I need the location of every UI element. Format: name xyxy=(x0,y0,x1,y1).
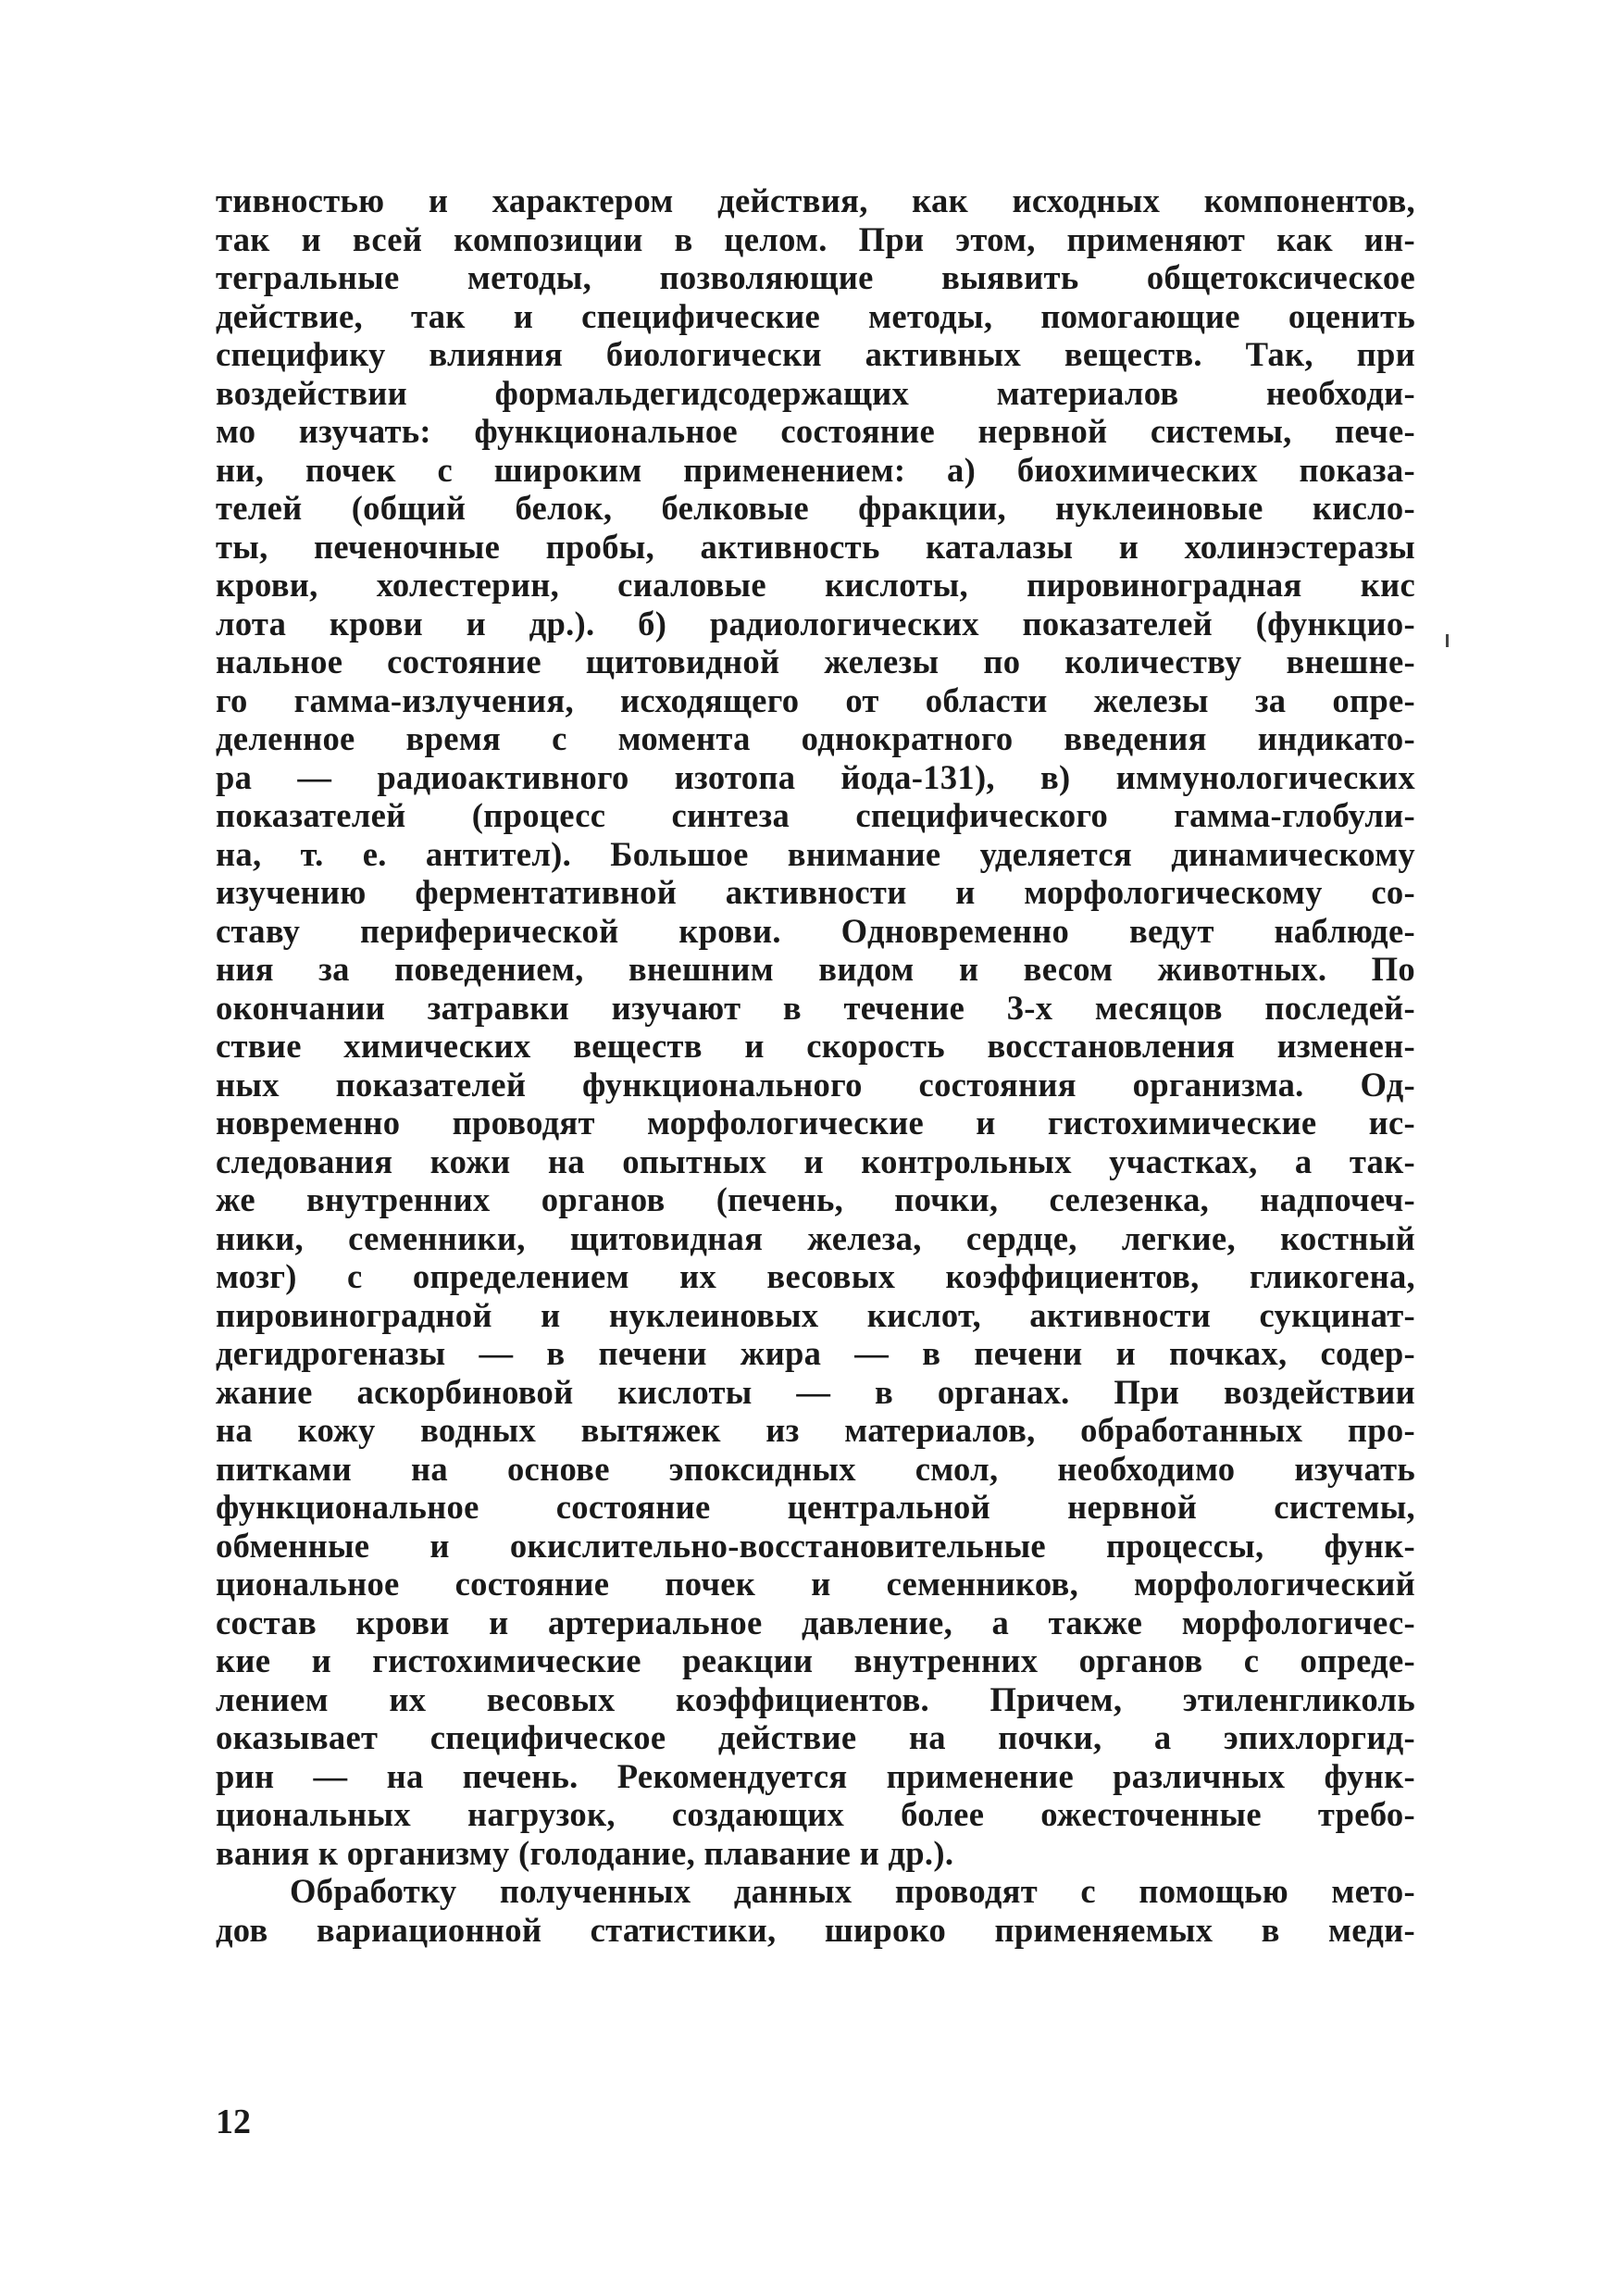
text-line: ствие химических веществ и скорость восстановления изменен- xyxy=(216,1027,1415,1065)
text-line: циональное состояние почек и семенников, морфологический xyxy=(216,1565,1415,1603)
text-line: окончании затравки изучают в течение 3-х месяцов последей- xyxy=(216,988,1415,1027)
text-line: на кожу водных вытяжек из материалов, обработанных про- xyxy=(216,1411,1415,1449)
text-line: же внутренних органов (печень, почки, селезенка, надпочеч- xyxy=(216,1180,1415,1218)
margin-mark xyxy=(1446,634,1449,647)
text-line: новременно проводят морфологические и гистохимические ис- xyxy=(216,1104,1415,1142)
text-line: ных показателей функционального состояния организма. Од- xyxy=(216,1065,1415,1104)
text-line: действие, так и специфические методы, помогающие оценить xyxy=(216,296,1415,335)
text-line: вания к организму (голодание, плавание и др.). xyxy=(216,1833,954,1872)
body-text xyxy=(216,181,1415,1949)
text-line: ники, семенники, щитовидная железа, сердце, легкие, костный xyxy=(216,1218,1415,1257)
text-line: так и всей композиции в целом. При этом, применяют как ин- xyxy=(216,219,1415,258)
text-line: тегральные методы, позволяющие выявить общетоксическое xyxy=(216,258,1415,296)
text-line: мо изучать: функциональное состояние нервной системы, пече- xyxy=(216,412,1415,450)
text-line: на, т. е. антител). Большое внимание уделяется динамическому xyxy=(216,834,1415,873)
text-line: циональных нагрузок, создающих более ожесточенные требо- xyxy=(216,1795,1415,1833)
text-line: ни, почек с широким применением: а) биохимических показа- xyxy=(216,450,1415,489)
text-line: питками на основе эпоксидных смол, необходимо изучать xyxy=(216,1449,1415,1488)
paragraph xyxy=(216,181,1415,1872)
text-line: оказывает специфическое действие на почки, а эпихлоргид- xyxy=(216,1718,1415,1756)
text-line: ты, печеночные пробы, активность каталазы и холинэстеразы xyxy=(216,527,1415,566)
text-line: ния за поведением, внешним видом и весом животных. По xyxy=(216,950,1415,988)
text-line: следования кожи на опытных и контрольных участках, а так- xyxy=(216,1142,1415,1180)
text-line: деленное время с момента однократного введения индикато- xyxy=(216,719,1415,757)
text-line: дегидрогеназы — в печени жира — в печени и почках, содер- xyxy=(216,1334,1415,1372)
text-line: лота крови и др.). б) радиологических показателей (функцио- xyxy=(216,604,1415,643)
text-line: специфику влияния биологически активных веществ. Так, при xyxy=(216,335,1415,373)
text-line: кие и гистохимические реакции внутренних органов с опреде- xyxy=(216,1641,1415,1679)
text-line: тивностью и характером действия, как исходных компонентов, xyxy=(216,181,1415,219)
text-line: телей (общий белок, белковые фракции, нуклеиновые кисло- xyxy=(216,489,1415,527)
text-line: обменные и окислительно-восстановительные процессы, функ- xyxy=(216,1526,1415,1565)
paragraph xyxy=(216,1872,1415,1949)
text-line: показателей (процесс синтеза специфического гамма-глобули- xyxy=(216,796,1415,834)
text-line: го гамма-излучения, исходящего от области железы за опре- xyxy=(216,680,1415,719)
text-line: лением их весовых коэффициентов. Причем, этиленгликоль xyxy=(216,1679,1415,1718)
page-number: 12 xyxy=(216,2103,251,2141)
text-line: функциональное состояние центральной нервной системы, xyxy=(216,1488,1415,1526)
text-line: дов вариационной статистики, широко применяемых в меди- xyxy=(216,1910,1415,1949)
text-line: ставу периферической крови. Одновременно ведут наблюде- xyxy=(216,911,1415,950)
text-line: изучению ферментативной активности и морфологическому со- xyxy=(216,873,1415,911)
text-line: нальное состояние щитовидной железы по количеству внешне- xyxy=(216,643,1415,680)
text-line: Обработку полученных данных проводят с помощью мето- xyxy=(290,1872,1415,1910)
text-line: воздействии формальдегидсодержащих материалов необходи- xyxy=(216,373,1415,412)
text-line: состав крови и артериальное давление, а также морфологичес- xyxy=(216,1603,1415,1641)
text-line: мозг) с определением их весовых коэффициентов, гликогена, xyxy=(216,1257,1415,1295)
text-line: крови, холестерин, сиаловые кислоты, пировиноградная кис xyxy=(216,566,1415,604)
text-line: рин — на печень. Рекомендуется применение различных функ- xyxy=(216,1756,1415,1795)
text-line: жание аскорбиновой кислоты — в органах. При воздействии xyxy=(216,1372,1415,1411)
text-line: пировиноградной и нуклеиновых кислот, активности сукцинат- xyxy=(216,1295,1415,1334)
text-line: ра — радиоактивного изотопа йода-131), в) иммунологических xyxy=(216,757,1415,796)
